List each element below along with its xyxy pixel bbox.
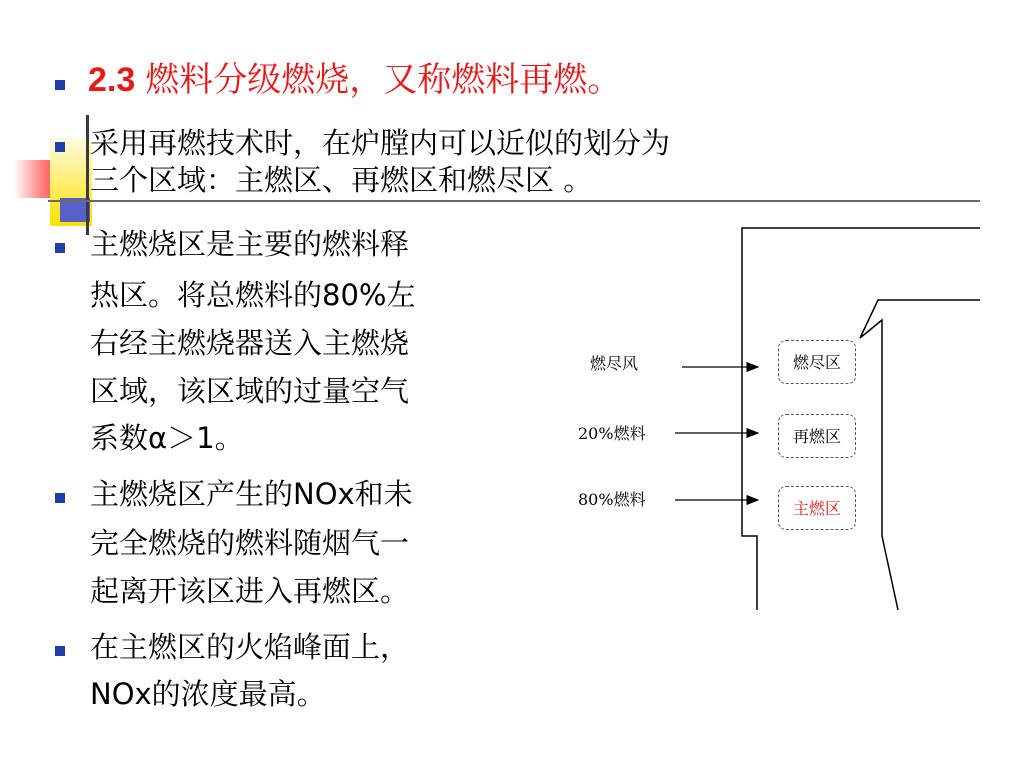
bullet-1-line-5: 系数α＞1。 <box>90 421 244 455</box>
bullet-marker <box>55 142 65 152</box>
furnace-diagram <box>560 220 1000 620</box>
bullet-1-line-3: 右经主燃烧器送入主燃烧 <box>90 326 410 360</box>
intro-line-2: 三个区域：主燃区、再燃区和燃尽区 。 <box>90 163 593 197</box>
bullet-1-line-4: 区域，该区域的过量空气 <box>90 374 410 408</box>
intro-line-1: 采用再燃技术时，在炉膛内可以近似的划分为 <box>90 126 671 160</box>
furnace-right-wall <box>860 300 980 610</box>
input-label-burnout-air: 燃尽风 <box>590 354 639 373</box>
decorative-vertical-rule <box>86 115 89 235</box>
bullet-marker <box>55 646 65 656</box>
bullet-2-line-1: 主燃烧区产生的NOx和未 <box>90 477 413 511</box>
decorative-horizontal-rule <box>48 200 980 202</box>
bullet-3-line-1: 在主燃区的火焰峰面上， <box>90 630 410 664</box>
title-text: 燃料分级燃烧，又称燃料再燃。 <box>145 60 622 100</box>
zone-burnout: 燃尽区 <box>778 340 856 384</box>
section-number: 2.3 <box>88 61 136 99</box>
bullet-marker <box>55 80 65 90</box>
bullet-2-line-3: 起离开该区进入再燃区。 <box>90 574 410 608</box>
input-label-20-fuel: 20%燃料 <box>578 424 646 443</box>
bullet-3-line-2: NOx的浓度最高。 <box>90 677 326 711</box>
zone-primary: 主燃区 <box>778 486 856 530</box>
bullet-marker <box>55 243 65 253</box>
input-label-80-fuel: 80%燃料 <box>578 490 646 509</box>
slide-title <box>88 58 621 102</box>
zone-reburn: 再燃区 <box>778 414 856 458</box>
bullet-2-line-2: 完全燃烧的燃料随烟气一 <box>90 526 410 560</box>
bullet-1-line-2: 热区。将总燃料的80%左 <box>90 278 416 312</box>
bullet-marker <box>55 493 65 503</box>
bullet-1-line-1: 主燃烧区是主要的燃料释 <box>90 227 410 261</box>
